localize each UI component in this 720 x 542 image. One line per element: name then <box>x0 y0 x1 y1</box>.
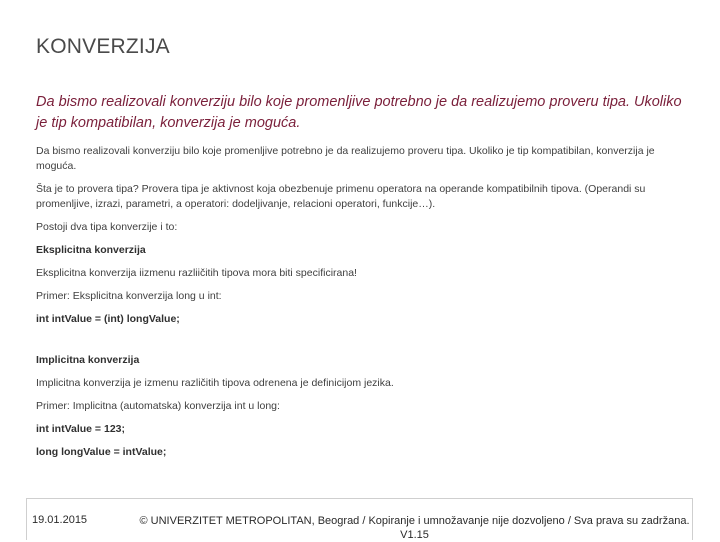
section-heading: Implicitna konverzija <box>36 354 140 366</box>
paragraph: Šta je to provera tipa? Provera tipa je aktivnost koja obezbenuje primenu operatora na operande kompatibilnih tipova. (Operandi su promenljive, izrazi, parametri, a operatori: dodeljivanje, relacioni operatori, funkcije…). <box>36 183 646 210</box>
code-line: int intValue = 123; <box>36 423 125 435</box>
paragraph: Implicitna konverzija je izmenu različitih tipova odrenena je definicijom jezika. <box>36 377 394 389</box>
footer-copyright: © UNIVERZITET METROPOLITAN, Beograd / Kopiranje i umnožavanje nije dozvoljeno / Sva prava su zadržana. V1.15 <box>139 515 690 541</box>
paragraph: Primer: Eksplicitna konverzija long u int: <box>36 290 222 302</box>
section-heading: Eksplicitna konverzija <box>36 244 146 256</box>
slide-lead-text: Da bismo realizovali konverziju bilo koje promenljive potrebno je da realizujemo proveru tipa. Ukoliko je tip kompatibilan, konverzija je moguća. <box>36 94 682 131</box>
slide-title: KONVERZIJA <box>36 35 170 58</box>
footer-date: 19.01.2015 <box>32 514 88 526</box>
code-line: long longValue = intValue; <box>36 446 167 458</box>
paragraph: Postoji dva tipa konverzije i to: <box>36 221 178 233</box>
paragraph: Primer: Implicitna (automatska) konverzija int u long: <box>36 400 280 412</box>
code-line: int intValue = (int) longValue; <box>36 313 180 325</box>
paragraph: Da bismo realizovali konverziju bilo koje promenljive potrebno je da realizujemo proveru tipa. Ukoliko je tip kompatibilan, konverzija je moguća. <box>36 145 655 172</box>
slide-footer <box>26 498 693 540</box>
paragraph: Eksplicitna konverzija iizmenu razliičitih tipova mora biti specificirana! <box>36 267 357 279</box>
slide-content <box>36 144 681 460</box>
